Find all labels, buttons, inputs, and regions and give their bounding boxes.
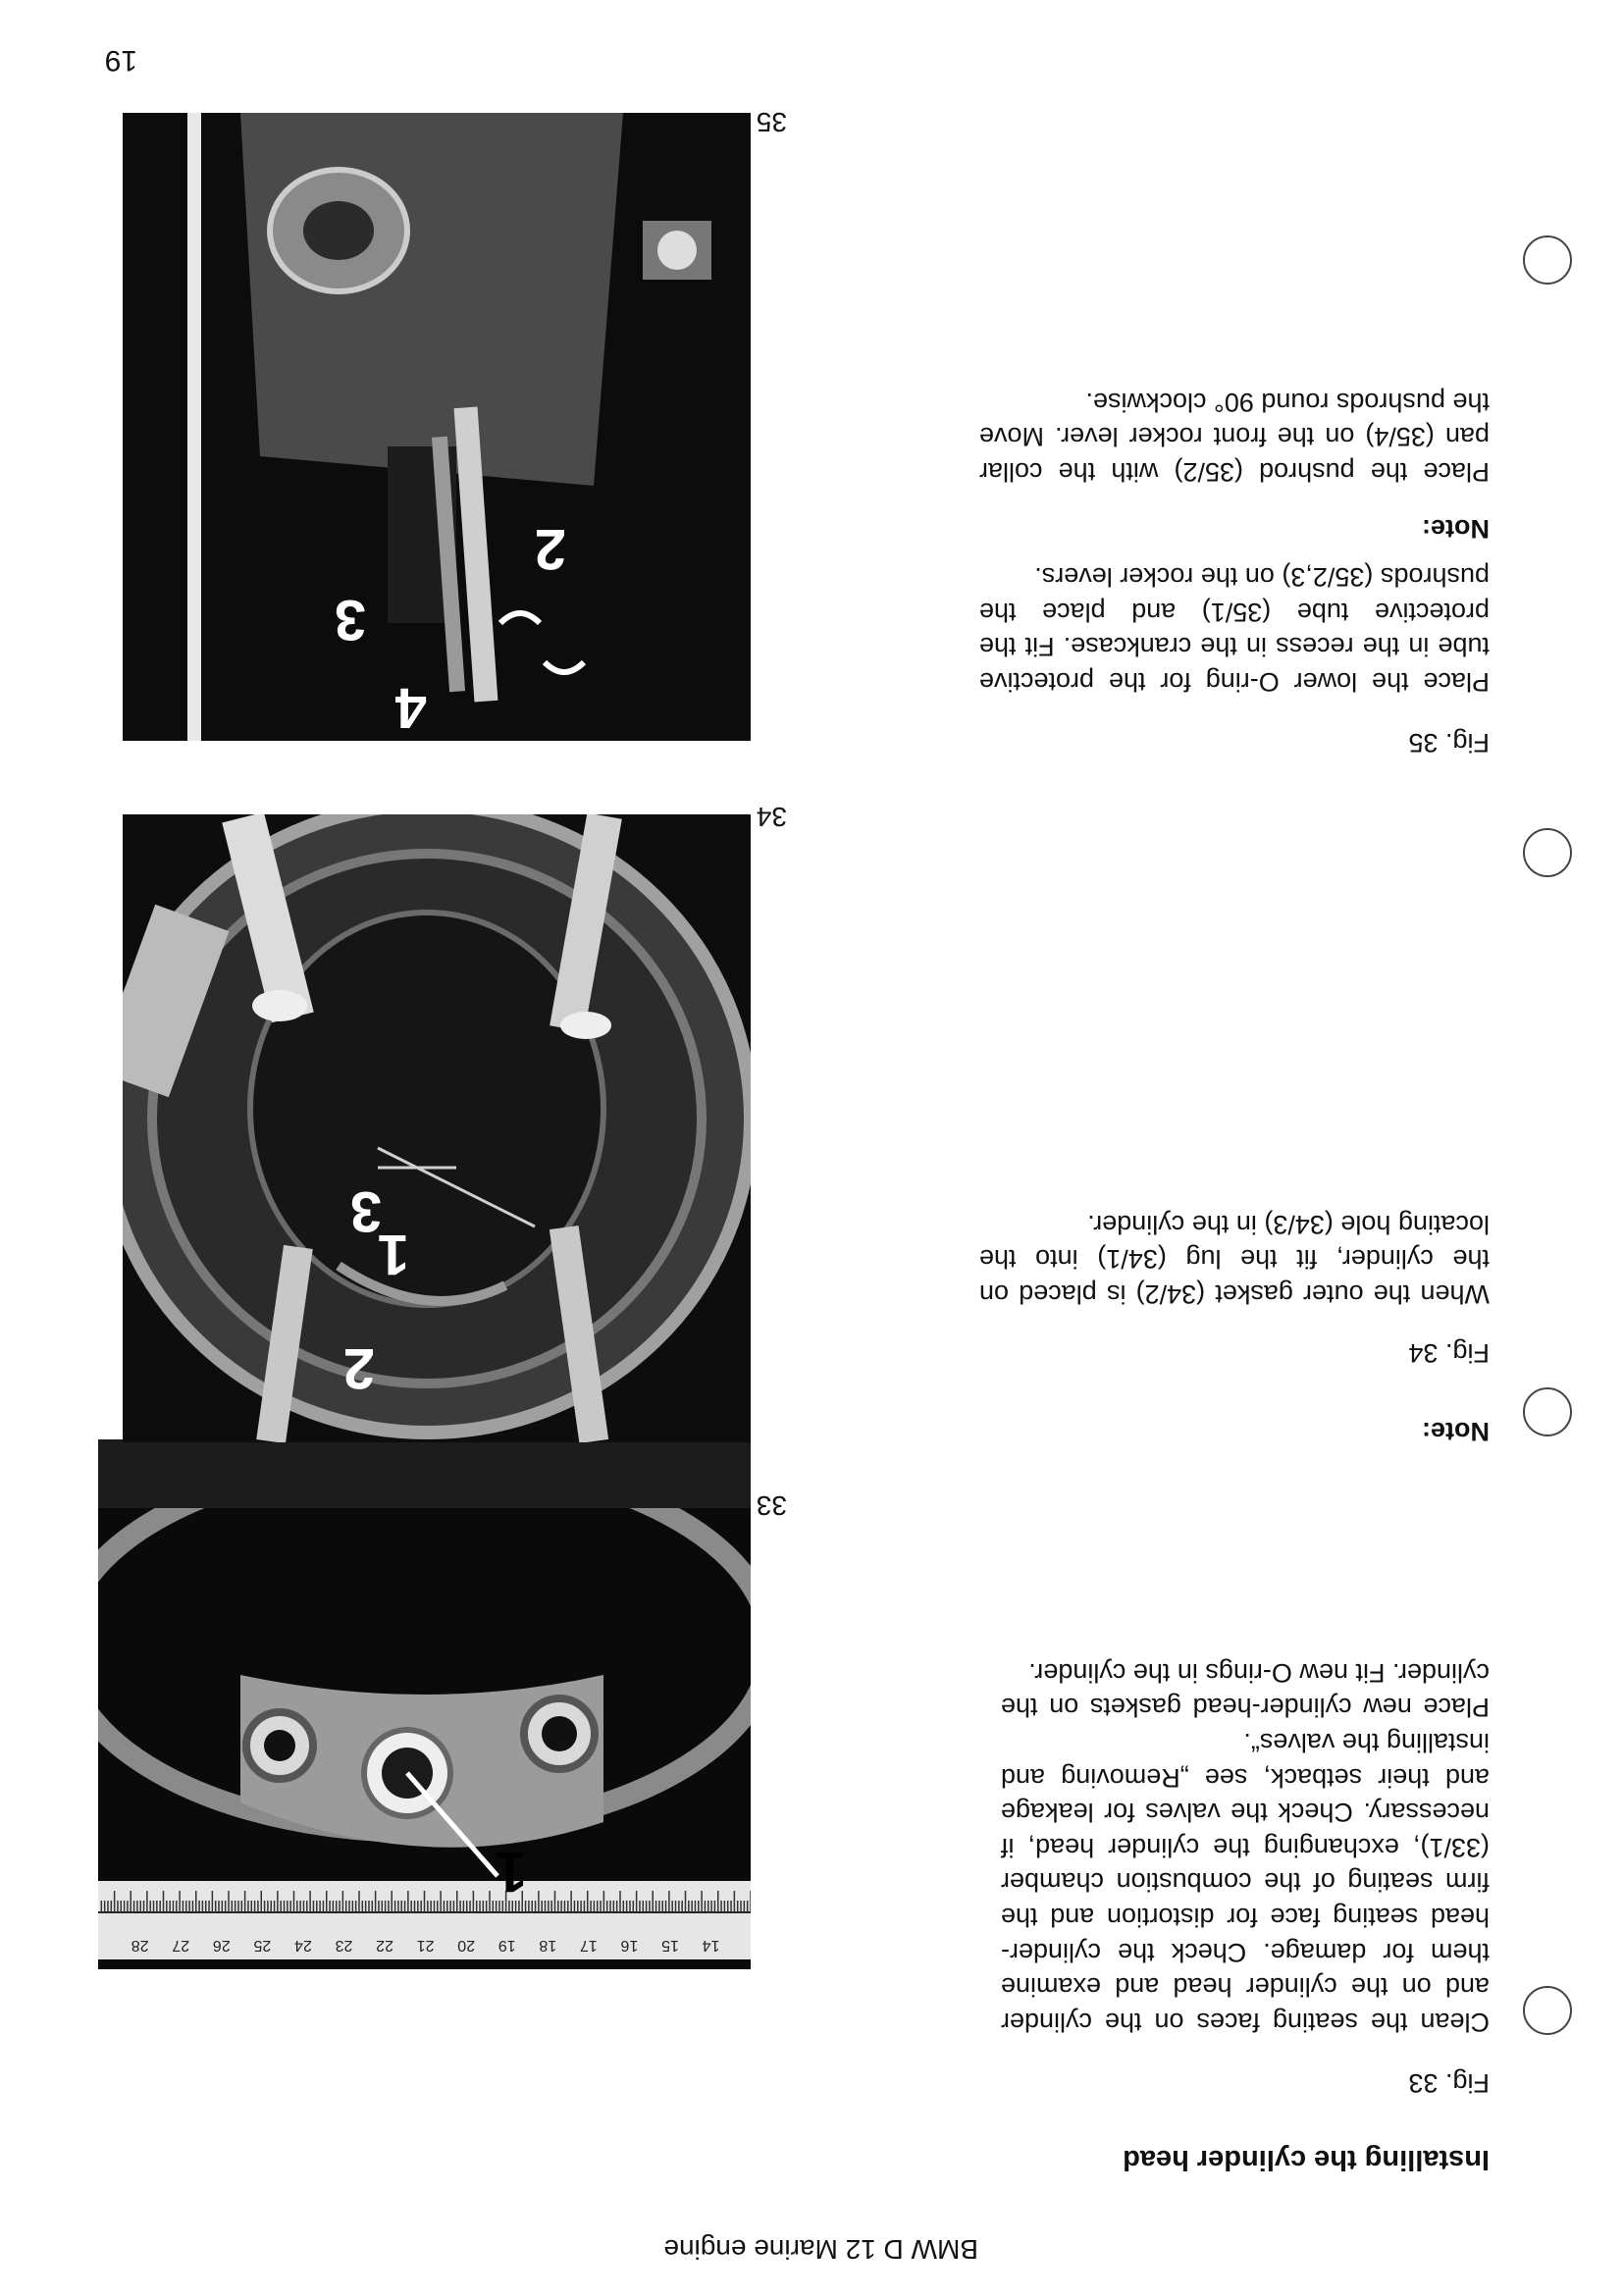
fig34-image-number: 34 xyxy=(756,802,787,832)
ruler-tick-label: 25 xyxy=(253,1937,272,1954)
fig34-photo xyxy=(123,814,751,1442)
ruler-tick-label: 22 xyxy=(376,1937,393,1954)
fig35-callout-2: 2 xyxy=(534,517,566,581)
fig35-note-text: Place the pushrod (35/2) with the collar pan (35/4) on the front rocker lever. Move the pushrods round 90° clockwise. xyxy=(979,387,1490,487)
fig34-callout-3: 3 xyxy=(349,1179,382,1243)
fig35-image-number: 35 xyxy=(756,107,787,137)
ruler-tick-label: 17 xyxy=(579,1937,598,1954)
page-header-title: BMW D 12 Marine engine xyxy=(663,2234,978,2265)
fig35-callout-4: 4 xyxy=(394,676,427,740)
ruler-tick-label: 28 xyxy=(131,1937,149,1954)
ruler-tick-label: 16 xyxy=(620,1937,639,1954)
binder-hole xyxy=(1523,1387,1572,1436)
fig33-image-number: 33 xyxy=(756,1490,787,1521)
fig34-label: Fig. 34 xyxy=(1408,1338,1490,1368)
fig33-photo xyxy=(98,1439,751,1969)
fig34-callout-2: 2 xyxy=(342,1336,375,1400)
ruler-tick-label: 18 xyxy=(539,1937,557,1954)
ruler-tick-label: 24 xyxy=(294,1937,312,1954)
ruler-tick-label: 19 xyxy=(497,1937,516,1954)
fig33-callout-1: 1 xyxy=(495,1840,527,1904)
ruler-tick-label: 23 xyxy=(335,1937,353,1954)
binder-hole xyxy=(1523,1986,1572,2035)
fig35-photo-drawing xyxy=(123,113,751,741)
ruler-tick-label: 20 xyxy=(457,1937,476,1954)
ruler-tick-label: 15 xyxy=(661,1937,679,1954)
fig33-text: Clean the seating faces on the cylinder and on the cylinder head and examine them for damage. Check the cylinder-head seating face for distortion and the firm seating of the combustion chamber (33/1), exchanging the cylinder head, if necessary. Check the valves for leakage and their setback, see „Removing and installing the valves“. Place new cylinder-head gaskets on the cylinder. Fit new O-rings in the cylinder. xyxy=(1001,1657,1490,2037)
fig33-ruler-labels xyxy=(98,1924,751,1954)
fig34-callout-1: 1 xyxy=(377,1223,409,1286)
section-heading: Installing the cylinder head xyxy=(1123,2144,1490,2175)
binder-hole xyxy=(1523,235,1572,285)
ruler-tick-label: 26 xyxy=(212,1937,231,1954)
ruler-tick-label: 14 xyxy=(702,1937,720,1954)
fig35-callout-3: 3 xyxy=(334,588,366,652)
fig35-text: Place the lower O-ring for the protective tube in the recess in the crankcase. Fit the protective tube (35/1) and place the pushrods (35/2,3) on the rocker levers. xyxy=(979,562,1490,697)
ruler-tick-label: 27 xyxy=(172,1937,190,1954)
fig33-label: Fig. 33 xyxy=(1408,2068,1490,2098)
fig35-note-label: Note: xyxy=(1422,514,1490,544)
ruler-tick-label: 21 xyxy=(416,1937,435,1954)
fig34-photo-drawing xyxy=(123,814,751,1442)
binder-hole xyxy=(1523,828,1572,877)
fig35-label: Fig. 35 xyxy=(1408,728,1490,757)
fig34-note-label: Note: xyxy=(1422,1417,1490,1446)
fig33-photo-drawing xyxy=(98,1439,751,1969)
fig34-text: When the outer gasket (34/2) is placed on the cylinder, fit the lug (34/1) into the locating hole (34/3) in the cylinder. xyxy=(979,1209,1490,1309)
fig35-photo xyxy=(123,113,751,741)
page-number: 19 xyxy=(104,44,137,77)
